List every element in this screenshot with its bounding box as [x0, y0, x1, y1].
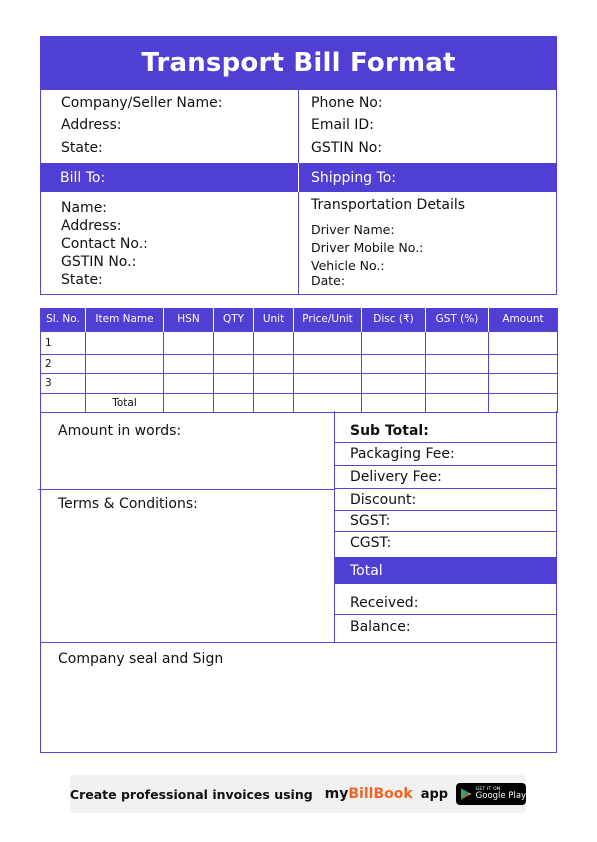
bill-ship-divider	[298, 192, 299, 295]
item-cell[interactable]	[426, 354, 489, 374]
packaging-fee-row	[335, 443, 557, 466]
bill-to-contact-label: Contact No.:	[61, 236, 148, 252]
item-cell[interactable]	[164, 331, 214, 354]
empty-cell	[164, 393, 214, 413]
shipping-to-header: Shipping To:	[299, 163, 557, 192]
phone-label: Phone No:	[311, 95, 383, 111]
item-cell[interactable]	[294, 331, 362, 354]
sgst-row	[335, 511, 557, 532]
page-title: Transport Bill Format	[40, 36, 557, 90]
item-cell[interactable]	[294, 374, 362, 394]
row-number: 1	[41, 331, 86, 354]
delivery-fee-label: Delivery Fee:	[350, 469, 442, 485]
seller-state-label: State:	[61, 140, 103, 156]
email-label: Email ID:	[311, 117, 374, 133]
empty-cell	[294, 393, 362, 413]
items-total-label: Total	[86, 393, 164, 413]
item-cell[interactable]	[426, 331, 489, 354]
col-sl-no: Sl. No.	[41, 308, 86, 331]
sgst-label: SGST:	[350, 513, 391, 529]
packaging-fee-label: Packaging Fee:	[350, 446, 455, 462]
item-cell[interactable]	[164, 374, 214, 394]
table-row	[41, 374, 558, 394]
item-cell[interactable]	[164, 354, 214, 374]
delivery-fee-row	[335, 466, 557, 489]
bill-to-address-label: Address:	[61, 218, 122, 234]
items-table	[40, 308, 558, 413]
item-cell[interactable]	[214, 331, 254, 354]
item-cell[interactable]	[214, 374, 254, 394]
total-row	[41, 393, 558, 413]
grand-total-bar: Total	[335, 557, 557, 584]
brand-billbook: BillBook	[348, 786, 413, 802]
amount-in-words-label: Amount in words:	[58, 423, 182, 439]
received-row	[335, 592, 557, 615]
item-cell[interactable]	[426, 374, 489, 394]
col-amount: Amount	[489, 308, 558, 331]
item-cell[interactable]	[362, 374, 426, 394]
date-label: Date:	[311, 273, 346, 288]
cgst-label: CGST:	[350, 534, 392, 551]
table-row	[41, 354, 558, 374]
empty-cell	[426, 393, 489, 413]
item-cell[interactable]	[362, 331, 426, 354]
seller-gstin-label: GSTIN No:	[311, 140, 383, 156]
item-cell[interactable]	[362, 354, 426, 374]
item-cell[interactable]	[489, 331, 558, 354]
balance-label: Balance:	[350, 619, 411, 635]
item-cell[interactable]	[489, 354, 558, 374]
terms-conditions-label: Terms & Conditions:	[58, 496, 198, 512]
col-hsn: HSN	[164, 308, 214, 331]
item-cell[interactable]	[86, 374, 164, 394]
company-seller-name-label: Company/Seller Name:	[61, 95, 223, 111]
discount-row	[335, 489, 557, 511]
empty-cell	[214, 393, 254, 413]
item-cell[interactable]	[489, 374, 558, 394]
app-word: app	[420, 786, 449, 802]
promo-text: Create professional invoices using	[69, 786, 313, 802]
item-cell[interactable]	[254, 374, 294, 394]
balance-row	[335, 615, 557, 639]
google-play-badge[interactable]	[456, 783, 526, 805]
col-unit: Unit	[254, 308, 294, 331]
google-play-icon	[461, 788, 472, 800]
discount-label: Discount:	[350, 491, 417, 508]
vehicle-number-label: Vehicle No.:	[311, 258, 385, 273]
company-seal-label: Company seal and Sign	[58, 651, 224, 667]
item-cell[interactable]	[214, 354, 254, 374]
item-cell[interactable]	[294, 354, 362, 374]
row-number: 3	[41, 374, 86, 394]
col-item-name: Item Name	[86, 308, 164, 331]
promo-footer[interactable]	[70, 775, 526, 813]
empty-cell	[41, 393, 86, 413]
driver-mobile-label: Driver Mobile No.:	[311, 240, 424, 255]
col-qty: QTY	[214, 308, 254, 331]
bill-to-gstin-label: GSTIN No.:	[61, 254, 137, 270]
col-disc: Disc (₹)	[362, 308, 426, 331]
bill-to-name-label: Name:	[61, 200, 108, 216]
sub-total-row	[335, 420, 557, 443]
table-row	[41, 331, 558, 354]
item-cell[interactable]	[254, 331, 294, 354]
cgst-row	[335, 532, 557, 557]
words-terms-divider	[38, 489, 334, 490]
empty-cell	[489, 393, 558, 413]
item-cell[interactable]	[254, 354, 294, 374]
empty-cell	[254, 393, 294, 413]
items-header-row	[41, 308, 558, 331]
bill-to-state-label: State:	[61, 272, 103, 288]
bill-to-header: Bill To:	[40, 163, 298, 192]
item-cell[interactable]	[86, 331, 164, 354]
seller-divider	[298, 90, 299, 163]
received-label: Received:	[350, 595, 419, 611]
store-small-text: GET IT ON	[475, 786, 501, 792]
transportation-details-title: Transportation Details	[311, 197, 466, 213]
col-price-unit: Price/Unit	[294, 308, 362, 331]
sub-total-label: Sub Total:	[350, 423, 429, 439]
row-number: 2	[41, 354, 86, 374]
driver-name-label: Driver Name:	[311, 222, 395, 237]
empty-cell	[362, 393, 426, 413]
brand-my: my	[324, 786, 349, 802]
col-gst: GST (%)	[426, 308, 489, 331]
item-cell[interactable]	[86, 354, 164, 374]
seller-address-label: Address:	[61, 117, 122, 133]
store-big-text: Google Play	[475, 791, 527, 801]
